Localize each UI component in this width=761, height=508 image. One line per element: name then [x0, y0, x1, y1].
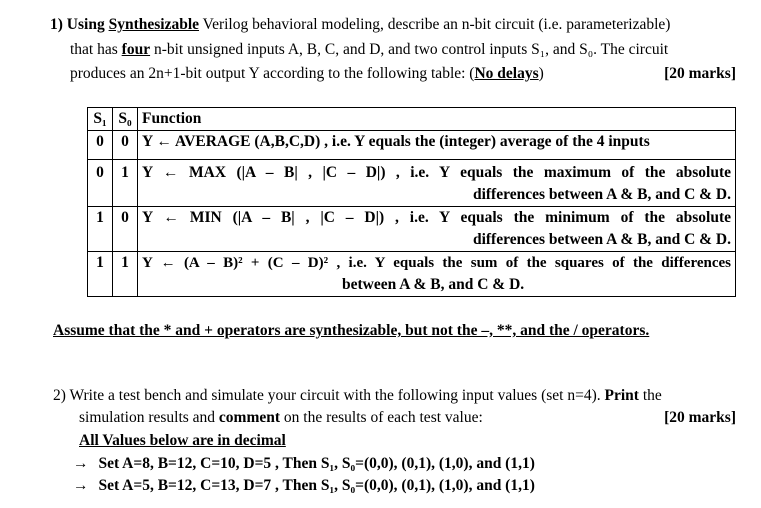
row-function-line1: Y ← (A – B)² + (C – D)² , i.e. Y equals the sum of the squares of the differences — [142, 255, 731, 271]
arrow-icon: → — [73, 477, 89, 494]
row-function-line2: differences between A & B, and C & D. — [472, 231, 731, 248]
header-s0: S₀ — [113, 108, 138, 131]
q2-line2-post: on the results of each test value: — [280, 409, 483, 426]
row-s0: 1 — [113, 160, 138, 207]
row-s0: 0 — [113, 207, 138, 252]
table-header-row — [88, 108, 736, 131]
q1-four: four — [121, 41, 151, 58]
q1-line3-post: ) — [538, 65, 544, 82]
row-function — [138, 207, 736, 252]
row-function-line1: Y ← AVERAGE (A,B,C,D) , i.e. Y equals the (integer) average of the 4 inputs — [142, 133, 650, 150]
header-function: Function — [138, 108, 736, 131]
table-row — [88, 131, 736, 160]
table-row — [88, 160, 736, 207]
q2-line1-pre: 2) Write a test bench and simulate your circuit with the following input values (set n=4). — [53, 387, 605, 404]
all-values-note: All Values below are in decimal — [79, 432, 286, 449]
table-row — [88, 252, 736, 297]
arrow-icon: → — [73, 455, 89, 472]
header-s1: S₁ — [88, 108, 113, 131]
row-s1: 1 — [88, 252, 113, 297]
test-item-text: Set A=8, B=12, C=10, D=5 , Then S₁, S₀=(0,0), (0,1), (1,0), and (1,1) — [98, 455, 535, 472]
q1-synthesizable: Synthesizable — [108, 16, 200, 33]
q1-number-prefix: 1) Using — [50, 16, 109, 33]
q1-marks: [20 marks] — [664, 65, 736, 82]
row-function — [138, 160, 736, 207]
row-s1: 0 — [88, 131, 113, 160]
row-function-line1: Y ← MIN (|A – B| , |C – D|) , i.e. Y equals the minimum of the absolute — [142, 209, 731, 226]
test-item — [73, 475, 535, 497]
assumption-note: Assume that the * and + operators are synthesizable, but not the –, **, and the / operators. — [53, 322, 650, 339]
row-s1: 0 — [88, 160, 113, 207]
row-s1: 1 — [88, 207, 113, 252]
function-table — [87, 107, 736, 297]
q1-line2-pre: that has — [70, 41, 122, 58]
q1-line1 — [50, 14, 738, 36]
test-item — [73, 453, 535, 475]
q1-no-delays: No delays — [474, 65, 539, 82]
q2-line2-pre: simulation results and — [79, 409, 219, 426]
q2-comment: comment — [218, 409, 281, 426]
q2-marks: [20 marks] — [664, 409, 736, 426]
row-function-line1: Y ← MAX (|A – B| , |C – D|) , i.e. Y equals the maximum of the absolute — [142, 164, 731, 181]
row-function — [138, 252, 736, 297]
row-function — [138, 131, 736, 160]
test-item-text: Set A=5, B=12, C=13, D=7 , Then S₁, S₀=(0,0), (0,1), (1,0), and (1,1) — [98, 477, 535, 494]
row-s0: 0 — [113, 131, 138, 160]
q1-line2 — [70, 39, 738, 61]
q1-line2-text: n-bit unsigned inputs A, B, C, and D, and two control inputs S₁, and S₀. The circuit — [150, 41, 669, 58]
row-function-line2: differences between A & B, and C & D. — [472, 186, 731, 203]
q1-line3 — [70, 63, 736, 85]
q2-line1-post: the — [638, 387, 662, 404]
q2-print: Print — [604, 387, 639, 404]
row-function-line2: between A & B, and C & D. — [342, 276, 525, 293]
table-row — [88, 207, 736, 252]
q1-line3-pre: produces an 2n+1-bit output Y according to the following table: ( — [70, 65, 475, 82]
q2-line1 — [53, 385, 737, 407]
row-s0: 1 — [113, 252, 138, 297]
q2-line2 — [79, 407, 736, 429]
q1-line1-text: Verilog behavioral modeling, describe an n-bit circuit (i.e. parameterizable) — [199, 16, 671, 33]
